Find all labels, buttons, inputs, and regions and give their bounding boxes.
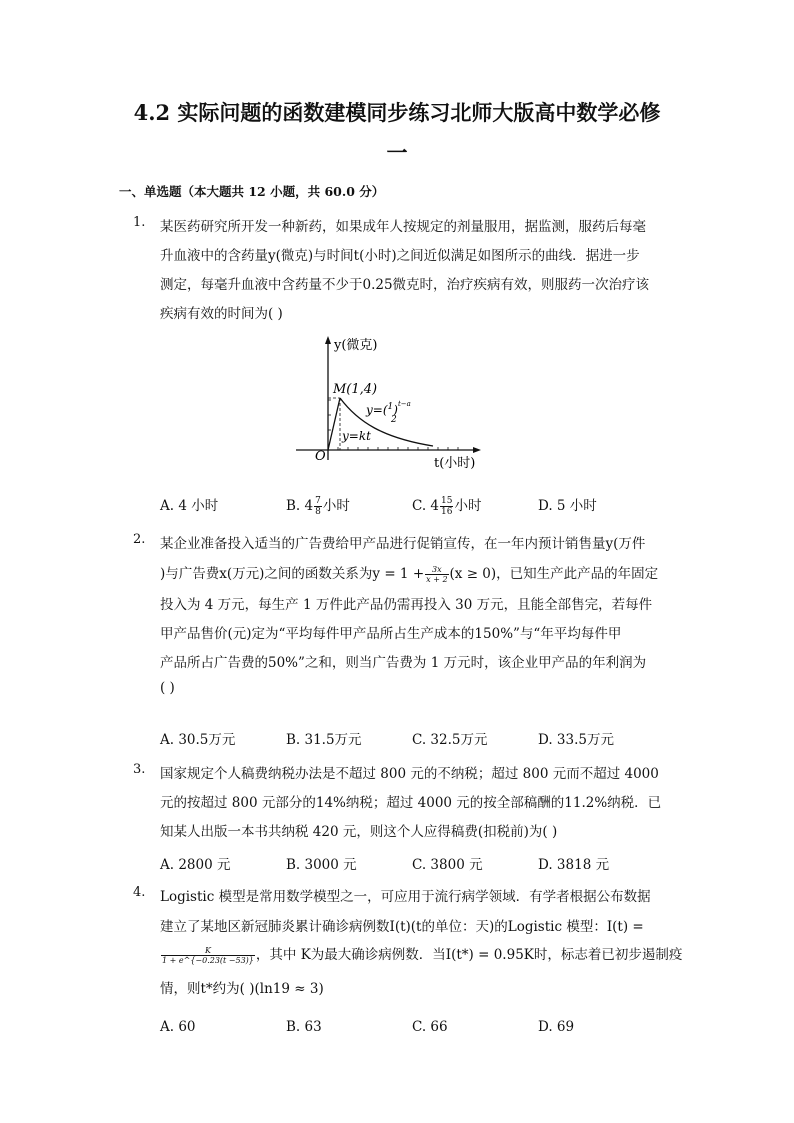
option-c[interactable]: C. 66 — [412, 1019, 448, 1035]
question-text-line: 升血液中的含药量y(微克)与时间t(小时)之间近似满足如图所示的曲线．据进一步 — [160, 248, 640, 264]
question-text-line: 某医药研究所开发一种新药，如果成年人按规定的剂量服用，据监测，服药后每毫 — [160, 219, 646, 235]
question-number: 2. — [133, 532, 146, 547]
question-text-line: Logistic 模型是常用数学模型之一，可应用于流行病学领域．有学者根据公布数据 — [160, 889, 651, 905]
question-text-line: 甲产品售价(元)定为“平均每件甲产品所占生产成本的150%”与“年平均每件甲 — [160, 626, 622, 642]
option-c[interactable]: C. 3800 元 — [412, 857, 483, 873]
section-header: 一、单选题（本大题共 12 小题，共 60.0 分） — [119, 184, 385, 199]
question-text-line: 元的按超过 800 元部分的14%纳税；超过 4000 元的按全部稿酬的11.2%纳税．已 — [160, 795, 662, 811]
question-text-line: )与广告费x(万元)之间的函数关系为y = 1 + $\frac{3x}{x + 2}$ (x ≥ 0)，已知生产此产品的年固定 — [160, 565, 659, 584]
option-d[interactable]: D. 33.5万元 — [538, 732, 614, 748]
question-text-line: 情，则t*约为( )(ln19 ≈ 3) — [160, 981, 324, 997]
question-number: 4. — [133, 885, 146, 900]
option-d[interactable]: D. 69 — [538, 1019, 575, 1035]
option-b[interactable]: B. 31.5万元 — [286, 732, 362, 748]
option-c[interactable]: C. 4 $\frac{15}{16}$ 小时 — [412, 496, 482, 517]
option-a[interactable]: A. 30.5万元 — [160, 732, 236, 748]
origin-label: O — [315, 449, 326, 464]
question-text-line: 建立了某地区新冠肺炎累计确诊病例数I(t)(t的单位：天)的Logistic 模型：I(t) = — [160, 919, 644, 935]
question-text-line: 测定，每毫升血液中含药量不少于0.25微克时，治疗疾病有效，则服药一次治疗该 — [160, 277, 650, 293]
curve-label: $y=(^1)^{t-a}$ — [366, 400, 411, 417]
option-a[interactable]: A. 60 — [160, 1019, 196, 1035]
question-text-line: $\frac{K}{1 + e\^{}\{-0.23(t -53)\}}$ ，其中 K为最大确诊病例数．当I(t*) = 0.95K时，标志着已初步遏制疫 — [162, 946, 683, 965]
drug-concentration-graph — [288, 330, 498, 475]
question-text-line: 疾病有效的时间为( ) — [160, 306, 283, 322]
question-text-line: 国家规定个人稿费纳税办法是不超过 800 元的不纳税；超过 800 元而不超过 4000 — [160, 766, 659, 782]
option-b[interactable]: B. 63 — [286, 1019, 322, 1035]
question-text-line: 产品所占广告费的50%”之和，则当广告费为 1 万元时，该企业甲产品的年利润为 — [160, 655, 647, 671]
line-label: y=kt — [342, 429, 371, 443]
option-b[interactable]: B. 4 $\frac{7}{8}$ 小时 — [286, 496, 350, 517]
option-d[interactable]: D. 3818 元 — [538, 857, 610, 873]
y-axis-label: y(微克) — [334, 338, 378, 353]
question-number: 3. — [133, 762, 146, 777]
option-d[interactable]: D. 5 小时 — [538, 498, 597, 514]
x-axis-label: t(小时) — [434, 456, 476, 471]
y-axis-arrow — [325, 336, 331, 344]
question-text-line: ( ) — [160, 680, 175, 696]
option-a[interactable]: A. 4 小时 — [160, 498, 219, 514]
document-title-continued: 一 — [386, 140, 408, 165]
question-number: 1. — [133, 215, 146, 230]
question-text-line: 某企业准备投入适当的广告费给甲产品进行促销宣传，在一年内预计销售量y(万件 — [160, 536, 646, 552]
document-title: 4.2 实际问题的函数建模同步练习北师大版高中数学必修 — [133, 100, 661, 125]
point-m-label: M(1,4) — [333, 382, 378, 397]
line-y-kt — [328, 398, 340, 450]
question-text-line: 知某人出版一本书共纳税 420 元，则这个人应得稿费(扣税前)为( ) — [160, 824, 558, 840]
curve-label-denominator: 2 — [391, 415, 397, 425]
option-c[interactable]: C. 32.5万元 — [412, 732, 488, 748]
option-a[interactable]: A. 2800 元 — [160, 857, 231, 873]
option-b[interactable]: B. 3000 元 — [286, 857, 357, 873]
question-text-line: 投入为 4 万元，每生产 1 万件此产品仍需再投入 30 万元，且能全部售完，若每件 — [160, 597, 653, 613]
x-axis-arrow — [473, 447, 481, 453]
